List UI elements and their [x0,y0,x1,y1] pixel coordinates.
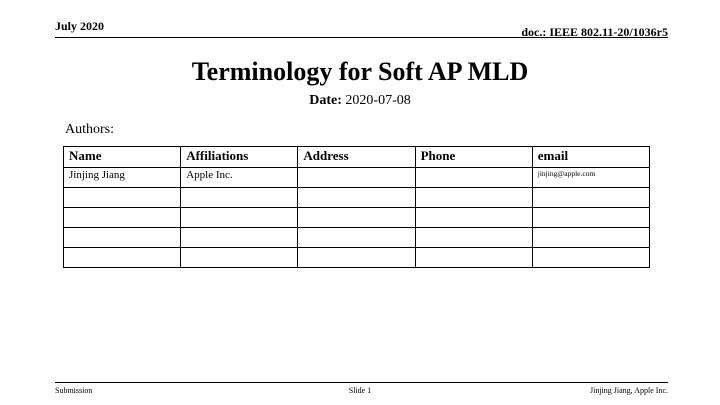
cell-name [64,188,181,208]
cell-affiliation [181,228,298,248]
cell-phone [415,248,532,268]
col-header-name: Name [64,147,181,168]
cell-phone [415,188,532,208]
cell-name [64,208,181,228]
footer-divider [55,382,668,383]
cell-affiliation [181,248,298,268]
date-line [0,93,720,109]
cell-email [532,228,649,248]
cell-phone [415,168,532,188]
footer-author: Jinjing Jiang, Apple Inc. [590,386,668,395]
cell-phone [415,208,532,228]
cell-affiliation: Apple Inc. [181,168,298,188]
authors-label: Authors: [65,122,114,137]
date-label: Date: [309,93,342,108]
table-header-row [64,147,650,168]
header-doc-id: doc.: IEEE 802.11-20/1036r5 [521,25,668,39]
table-row [64,168,650,188]
col-header-address: Address [298,147,415,168]
header-divider [55,37,668,38]
cell-address [298,208,415,228]
footer-submission: Submission [55,386,93,395]
date-value: 2020-07-08 [345,93,411,108]
cell-address [298,188,415,208]
authors-table [63,146,650,268]
cell-email [532,208,649,228]
header-date: July 2020 [55,19,105,33]
slide-title: Terminology for Soft AP MLD [191,57,529,86]
cell-name: Jinjing Jiang [64,168,181,188]
footer-slide-number: Slide 1 [348,386,372,395]
cell-email [532,188,649,208]
cell-name [64,228,181,248]
table-row [64,228,650,248]
table-row [64,188,650,208]
cell-affiliation [181,188,298,208]
cell-email [532,248,649,268]
col-header-phone: Phone [415,147,532,168]
cell-name [64,248,181,268]
cell-address [298,228,415,248]
cell-phone [415,228,532,248]
cell-email: jinjing@apple.com [532,168,649,188]
col-header-affiliations: Affiliations [181,147,298,168]
table-row [64,208,650,228]
cell-affiliation [181,208,298,228]
cell-address [298,168,415,188]
table-row [64,248,650,268]
cell-address [298,248,415,268]
col-header-email: email [532,147,649,168]
